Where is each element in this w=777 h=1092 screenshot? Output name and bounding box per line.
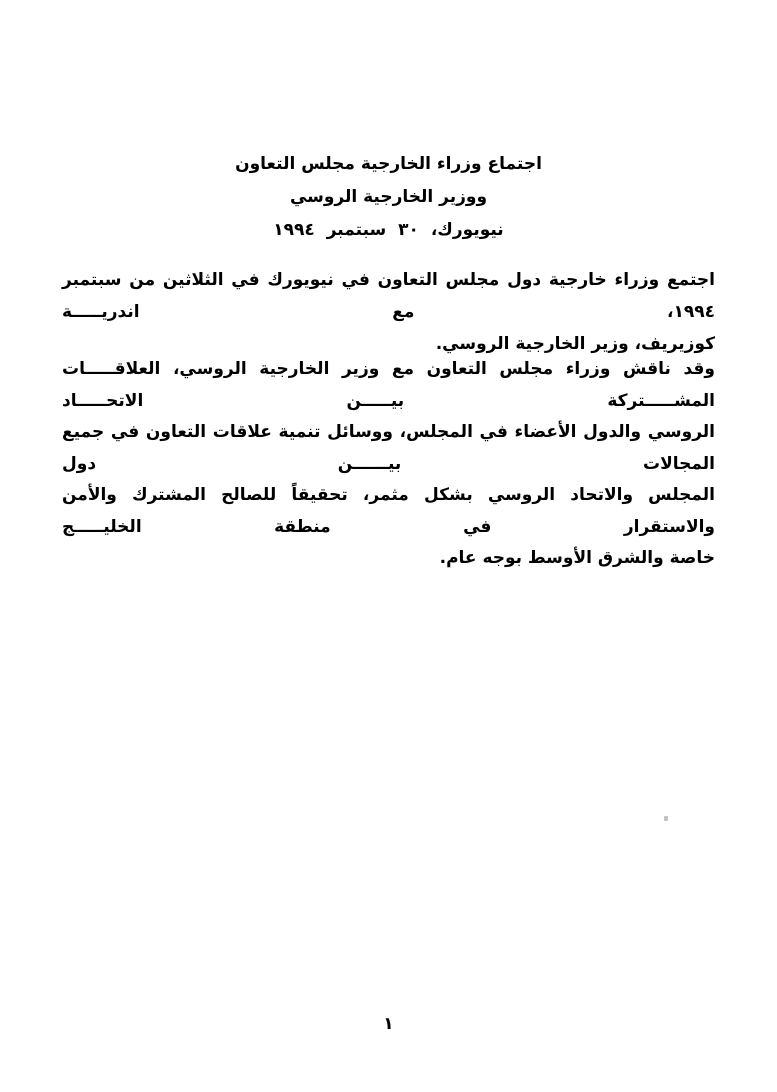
title-line-date: نيويورك، ٣٠ سبتمبر ١٩٩٤: [273, 220, 504, 240]
scan-artifact-speck: [664, 816, 668, 821]
page-number: ١: [383, 1014, 394, 1034]
paragraph-2-line-3: المجلس والاتحاد الروسي بشكل مثمر، تحقيقاً للصالح المشترك والأمن والاستقرار في منطقة الخليـــــج: [62, 485, 715, 537]
paragraph-2-line-1: وقد ناقش وزراء مجلس التعاون مع وزير الخارجية الروسي، العلاقـــــات المشـــــتركة بيـــــن الاتحـــــاد: [62, 359, 715, 411]
title-line-2: ووزير الخارجية الروسي: [289, 187, 488, 207]
paragraph-1: [62, 264, 715, 360]
paragraph-2-line-4: خاصة والشرق الأوسط بوجه عام.: [439, 548, 715, 568]
paragraph-2-line-2: الروسي والدول الأعضاء في المجلس، ووسائل تنمية علاقات التعاون في جميع المجالات بيــــــن دول: [62, 422, 715, 474]
paragraph-1-line-1: اجتمع وزراء خارجية دول مجلس التعاون في نيويورك في الثلاثين من سبتمبر ١٩٩٤، مع اندريـــــة: [62, 270, 715, 322]
paragraph-1-line-2: كوزيريف، وزير الخارجية الروسي.: [435, 334, 715, 354]
document-title: [0, 148, 777, 247]
paragraph-2: [62, 354, 715, 575]
title-line-1: اجتماع وزراء الخارجية مجلس التعاون: [235, 154, 542, 174]
